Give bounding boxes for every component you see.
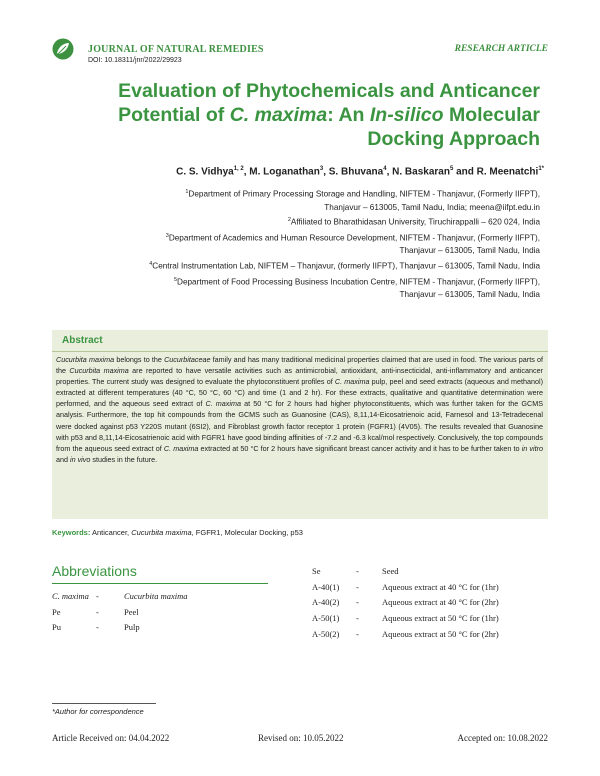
abbreviation-dash: - [96,591,99,601]
abbreviation-term: C. maxima [52,591,89,601]
received-date: Article Received on: 04.04.2022 [52,733,170,743]
author-affil-sup: 5 [449,166,454,172]
keyword-segment: Anticancer, [90,528,132,537]
abbreviation-dash: - [356,581,359,592]
author-list [176,166,544,177]
author-separator: , [243,166,250,178]
author-separator: , [323,166,329,178]
accepted-date: Accepted on: 10.08.2022 [457,733,548,743]
abbreviation-term: A-40(2) [312,597,340,608]
abbreviation-definition: Aqueous extract at 40 °C for (2hr) [382,597,499,608]
author-affil-sup: 4 [383,166,387,172]
affiliation-text: Thanjavur – 613005, Tamil Nadu, India [399,290,540,300]
abstract-heading: Abstract [62,335,103,346]
author-separator: and [453,166,477,178]
abbreviation-term: A-50(2) [312,628,340,639]
affiliation-text: Thanjavur – 613005, Tamil Nadu, India [399,246,540,256]
affiliation-text: Department of Food Processing Business Incubation Centre, NIFTEM - Thanjavur, (Formerly IIFPT), [177,277,540,287]
affiliation-line [70,186,540,202]
author-name: R. Meenatchi [476,166,539,178]
author-name: C. S. Vidhya [176,166,234,178]
abstract-segment: belongs to the [114,355,165,364]
affiliation-sup: 1 [185,189,189,195]
abbreviations-divider [52,583,268,584]
author-affil-sup: 3 [319,166,324,172]
abstract-segment: C. maxima [334,377,370,387]
affiliation-text: Department of Academics and Human Resource Development, NIFTEM - Thanjavur, (Formerly IIFPT), [168,233,540,243]
author-affil-sup: 1, 2 [233,166,244,172]
affiliation-line [70,214,540,230]
abbreviations-heading: Abbreviations [52,563,137,579]
abbreviation-dash: - [356,566,359,576]
affiliation-sup: 2 [287,217,291,224]
abstract-segment: in vitro [521,443,543,453]
affiliation-text: Thanjavur – 613005, Tamil Nadu, India; meena@iifpt.edu.in [324,202,540,212]
abbreviation-term: Pe [52,606,61,617]
abbreviation-definition: Pulp [124,622,140,632]
revised-date: Revised on: 10.05.2022 [258,733,344,743]
affiliation-sup: 4 [149,261,153,268]
author-separator: , [386,166,393,178]
abstract-segment: Cucurbita maxima [69,366,129,376]
affiliation-text: Department of Primary Processing Storage and Handling, NIFTEM - Thanjavur, (Formerly IIFPT), [188,189,540,199]
affiliation-line [70,258,540,274]
abbreviation-definition: Aqueous extract at 50 °C for (1hr) [382,613,499,624]
abstract-text [56,354,543,465]
abbreviation-definition: Peel [124,606,139,617]
affiliation-sup: 5 [173,276,178,283]
abstract-segment: and [56,454,70,464]
footnote-divider [52,703,156,704]
abbreviation-dash: - [356,597,359,608]
author-name: N. Baskaran [392,166,450,178]
title-line-3: Docking Approach [367,128,540,150]
keywords-label: Keywords: [52,528,91,537]
abstract-segment: Cucurbitaceae [164,355,211,364]
author-name: S. Bhuvana [328,166,384,178]
abbreviation-dash: - [96,606,99,617]
affiliation-sup: 3 [165,232,169,239]
affiliation-line [70,230,540,246]
keyword-segment: Cucurbita maxima [131,528,192,537]
correspondence-footnote: *Author for correspondence [52,707,144,716]
abstract-box [52,330,548,519]
article-type: RESEARCH ARTICLE [454,44,548,54]
title-line-1: Evaluation of Phytochemicals and Anticancer [118,80,540,102]
abbreviation-dash: - [356,628,359,639]
affiliation-text: Central Instrumentation Lab, NIFTEM – Thanjavur, (formerly IIFPT), Thanjavur – 613005, Tamil Nadu, India [152,261,540,271]
abstract-segment: C. maxima [205,399,241,409]
abstract-segment: studies in the future. [90,454,158,464]
journal-name: JOURNAL OF NATURAL REMEDIES [88,44,264,55]
title-line-2: Potential of C. maxima: An In-silico Molecular [118,104,540,126]
abbreviation-term: A-50(1) [312,613,340,624]
abstract-segment: extracted at 50 °C for 2 hours have significant breast cancer activity and it has to be further taken to [198,443,522,453]
affiliation-line [70,202,540,215]
author-name: M. Loganathan [249,166,320,178]
keyword-segment: , FGFR1, Molecular Docking, p53 [191,528,303,537]
abstract-divider [52,351,548,352]
affiliation-line [70,289,540,302]
abbreviation-definition: Aqueous extract at 40 °C for (1hr) [382,581,499,592]
affiliations [70,186,540,302]
doi[interactable]: DOI: 10.18311/jnr/2022/29923 [88,57,182,64]
abbreviation-term: A-40(1) [312,581,340,592]
abbreviation-term: Pu [52,622,61,632]
abstract-segment: at 50 °C for 2 hours had higher phytoconstituents, which was further taken for the GCMS analysis. Furthermore, the top hit compounds from the GCMS such as Guanosine (CAS), 8,11,14-Eicosatrienoic acid, Farnesol and 13-Tetradecenal were docked against p53 Y220S mutant (6SI2), and Fibroblast growth factor receptor 1 protein (FGFR1) (4V05). The results revealed that Guanosine with p53 and 8,11,14-Eicosatrienoic acid with FGFR1 have good binding affinities of -7.2 and -6.3 kcal/mol respectively. Conclusively, the top compounds from the aqueous seed extract of [56,399,543,453]
keywords [52,528,303,537]
affiliation-line [70,245,540,258]
journal-logo-icon [52,38,74,60]
affiliation-line [70,274,540,290]
affiliation-text: Affiliated to Bharathidasan University, Tiruchirappalli – 620 024, India [290,218,540,228]
article-title [60,79,540,151]
abbreviation-definition: Cucurbita maxima [124,591,188,601]
abstract-segment: are reported to have versatile activities such as antimicrobial, antioxidant, anti-insecticidal, anti-inflammatory and anticancer properties. The current study was designed to evaluate the phytoconstituent profiles of [56,366,543,387]
abstract-segment: family and has many traditional medicinal properties claimed that are used in food. The various parts of the [56,355,543,376]
abbreviation-dash: - [356,613,359,624]
author-affil-sup: 1* [538,166,544,172]
abstract-segment: pulp, peel and seed extracts (aqueous and methanol) extracted at different temperatures (40 °C, 50 °C, 60 °C) and time (1 and 2 hr). For these extracts, qualitative and quantitative determination were performed, and the aqueous seed extract of [56,377,543,409]
abbreviation-dash: - [96,622,99,632]
abstract-segment: in vivo [70,454,91,464]
abbreviation-definition: Seed [382,566,399,576]
abstract-segment: Cucurbita maxima [56,355,115,364]
abbreviation-term: Se [312,566,321,576]
abstract-segment: C. maxima [163,443,199,453]
abbreviation-definition: Aqueous extract at 50 °C for (2hr) [382,628,499,639]
